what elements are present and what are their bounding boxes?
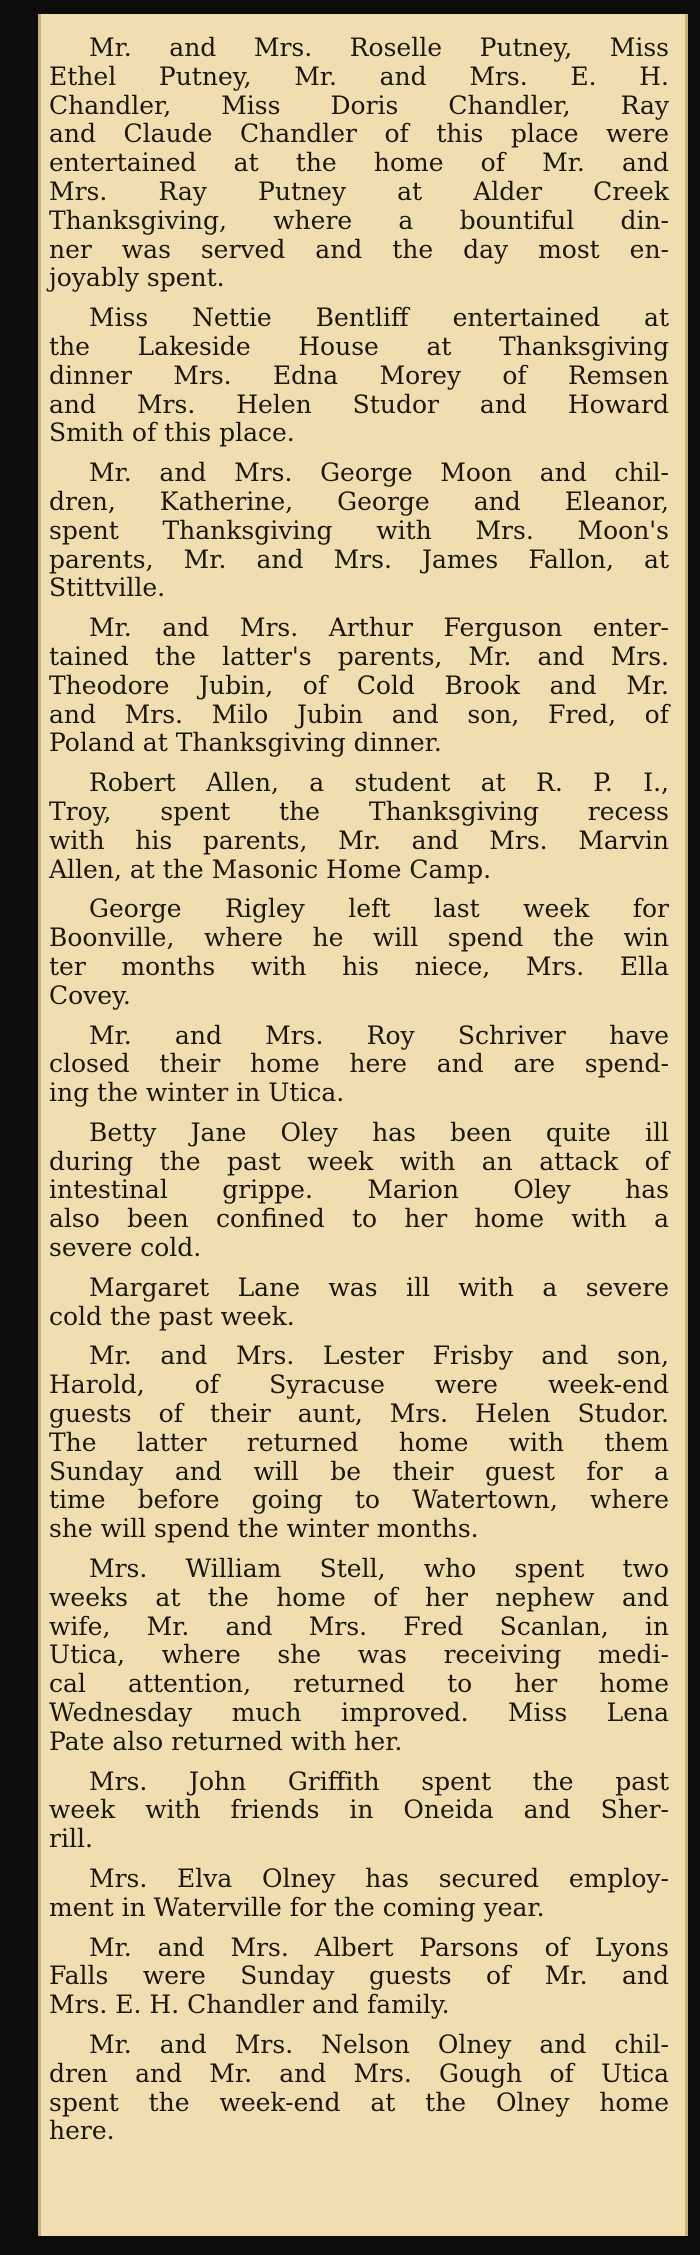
paragraph-line: also been confined to her home with a	[49, 1204, 669, 1234]
paragraph-line: Robert Allen, a student at R. P. I.,	[89, 768, 669, 798]
news-paragraph	[49, 769, 669, 884]
paragraph-line: spent Thanksgiving with Mrs. Moon's	[49, 515, 669, 545]
news-paragraph	[49, 1119, 669, 1263]
paragraph-line: weeks at the home of her nephew and	[49, 1582, 669, 1612]
paragraph-line: Smith of this place.	[49, 418, 295, 448]
paragraph-line: tained the latter's parents, Mr. and Mrs.	[49, 641, 669, 671]
paragraph-line: Chandler, Miss Doris Chandler, Ray	[49, 90, 669, 120]
paragraph-line: Stittville.	[49, 573, 166, 603]
paragraph-line: here.	[49, 2116, 115, 2146]
paragraph-line: Poland at Thanksgiving dinner.	[49, 728, 442, 758]
paragraph-line: and Mrs. Helen Studor and Howard	[49, 389, 669, 419]
paragraph-line: Mrs. Elva Olney has secured employ-	[89, 1864, 669, 1894]
paragraph-line: Pate also returned with her.	[49, 1726, 403, 1756]
news-paragraph	[49, 2031, 669, 2146]
news-paragraph	[49, 614, 669, 758]
paragraph-line: Mr. and Mrs. Roselle Putney, Miss	[89, 33, 669, 62]
paragraph-line: week with friends in Oneida and Sher-	[49, 1795, 669, 1825]
paragraph-line: Mr. and Mrs. George Moon and chil-	[89, 458, 669, 488]
paragraph-line: severe cold.	[49, 1233, 202, 1263]
paragraph-line: intestinal grippe. Marion Oley has	[49, 1175, 669, 1205]
paragraph-line: with his parents, Mr. and Mrs. Marvin	[49, 825, 669, 855]
news-paragraph	[49, 1274, 669, 1332]
paragraph-line: closed their home here and are spend-	[49, 1049, 669, 1079]
paragraph-line: Mr. and Mrs. Arthur Ferguson enter-	[89, 613, 669, 643]
news-paragraph	[49, 1022, 669, 1108]
paragraph-line: she will spend the winter months.	[49, 1514, 479, 1544]
news-paragraph	[49, 1934, 669, 2020]
paragraph-line: Miss Nettie Bentliff entertained at	[89, 303, 669, 333]
paragraph-line: George Rigley left last week for	[89, 894, 669, 924]
paragraph-line: and Mrs. Milo Jubin and son, Fred, of	[49, 699, 669, 729]
news-paragraph	[49, 1865, 669, 1923]
paragraph-line: ing the winter in Utica.	[49, 1078, 345, 1108]
news-paragraph	[49, 1768, 669, 1854]
paragraph-line: Mr. and Mrs. Nelson Olney and chil-	[89, 2030, 669, 2059]
paragraph-line: Mr. and Mrs. Roy Schriver have	[89, 1020, 669, 1050]
paragraph-line: Theodore Jubin, of Cold Brook and Mr.	[49, 670, 669, 700]
newspaper-clipping	[38, 14, 688, 2236]
paragraph-line: Boonville, where he will spend the win	[49, 923, 669, 953]
paragraph-line: Mrs. John Griffith spent the past	[89, 1766, 669, 1796]
paragraph-line: Harold, of Syracuse were week-end	[49, 1370, 669, 1400]
paragraph-line: Troy, spent the Thanksgiving recess	[49, 796, 669, 826]
paragraph-line: ment in Waterville for the coming year.	[49, 1892, 545, 1922]
paragraph-line: Betty Jane Oley has been quite ill	[89, 1117, 669, 1147]
news-paragraph	[49, 1555, 669, 1757]
paragraph-line: Ethel Putney, Mr. and Mrs. E. H.	[49, 61, 669, 91]
paragraph-line: Mrs. William Stell, who spent two	[89, 1554, 669, 1584]
paragraph-line: rill.	[49, 1824, 93, 1854]
news-column	[49, 34, 669, 2157]
paragraph-line: Thanksgiving, where a bountiful din-	[49, 205, 669, 235]
paragraph-line: time before going to Watertown, where	[49, 1485, 669, 1515]
news-paragraph	[49, 34, 669, 293]
paragraph-line: wife, Mr. and Mrs. Fred Scanlan, in	[49, 1611, 669, 1641]
paragraph-line: Allen, at the Masonic Home Camp.	[49, 854, 492, 884]
paragraph-line: Margaret Lane was ill with a severe	[89, 1272, 669, 1302]
news-paragraph	[49, 895, 669, 1010]
paragraph-line: Mr. and Mrs. Albert Parsons of Lyons	[89, 1932, 669, 1962]
paragraph-line: entertained at the home of Mr. and	[49, 148, 669, 178]
paragraph-line: guests of their aunt, Mrs. Helen Studor.	[49, 1399, 669, 1429]
paragraph-line: ner was served and the day most en-	[49, 234, 669, 264]
paragraph-line: cold the past week.	[49, 1301, 295, 1331]
paragraph-line: ter months with his niece, Mrs. Ella	[49, 951, 669, 981]
paragraph-line: dren, Katherine, George and Eleanor,	[49, 486, 669, 516]
paragraph-line: during the past week with an attack of	[49, 1146, 669, 1176]
news-paragraph	[49, 459, 669, 603]
paragraph-line: Covey.	[49, 980, 131, 1010]
paragraph-line: Wednesday much improved. Miss Lena	[49, 1698, 669, 1728]
paragraph-line: Falls were Sunday guests of Mr. and	[49, 1961, 669, 1991]
paragraph-line: The latter returned home with them	[49, 1427, 669, 1457]
paragraph-line: cal attention, returned to her home	[49, 1669, 669, 1699]
paragraph-line: spent the week-end at the Olney home	[49, 2087, 669, 2117]
paragraph-line: parents, Mr. and Mrs. James Fallon, at	[49, 544, 669, 574]
paragraph-line: dinner Mrs. Edna Morey of Remsen	[49, 360, 669, 390]
paragraph-line: the Lakeside House at Thanksgiving	[49, 331, 669, 361]
paragraph-line: Mrs. E. H. Chandler and family.	[49, 1990, 450, 2020]
paragraph-line: and Claude Chandler of this place were	[49, 119, 669, 149]
news-paragraph	[49, 1342, 669, 1544]
paragraph-line: Utica, where she was receiving medi-	[49, 1640, 669, 1670]
paragraph-line: joyably spent.	[49, 263, 225, 293]
paragraph-line: Sunday and will be their guest for a	[49, 1456, 669, 1486]
paragraph-line: Mr. and Mrs. Lester Frisby and son,	[89, 1341, 669, 1371]
paragraph-line: dren and Mr. and Mrs. Gough of Utica	[49, 2058, 669, 2088]
news-paragraph	[49, 304, 669, 448]
paragraph-line: Mrs. Ray Putney at Alder Creek	[49, 176, 669, 206]
